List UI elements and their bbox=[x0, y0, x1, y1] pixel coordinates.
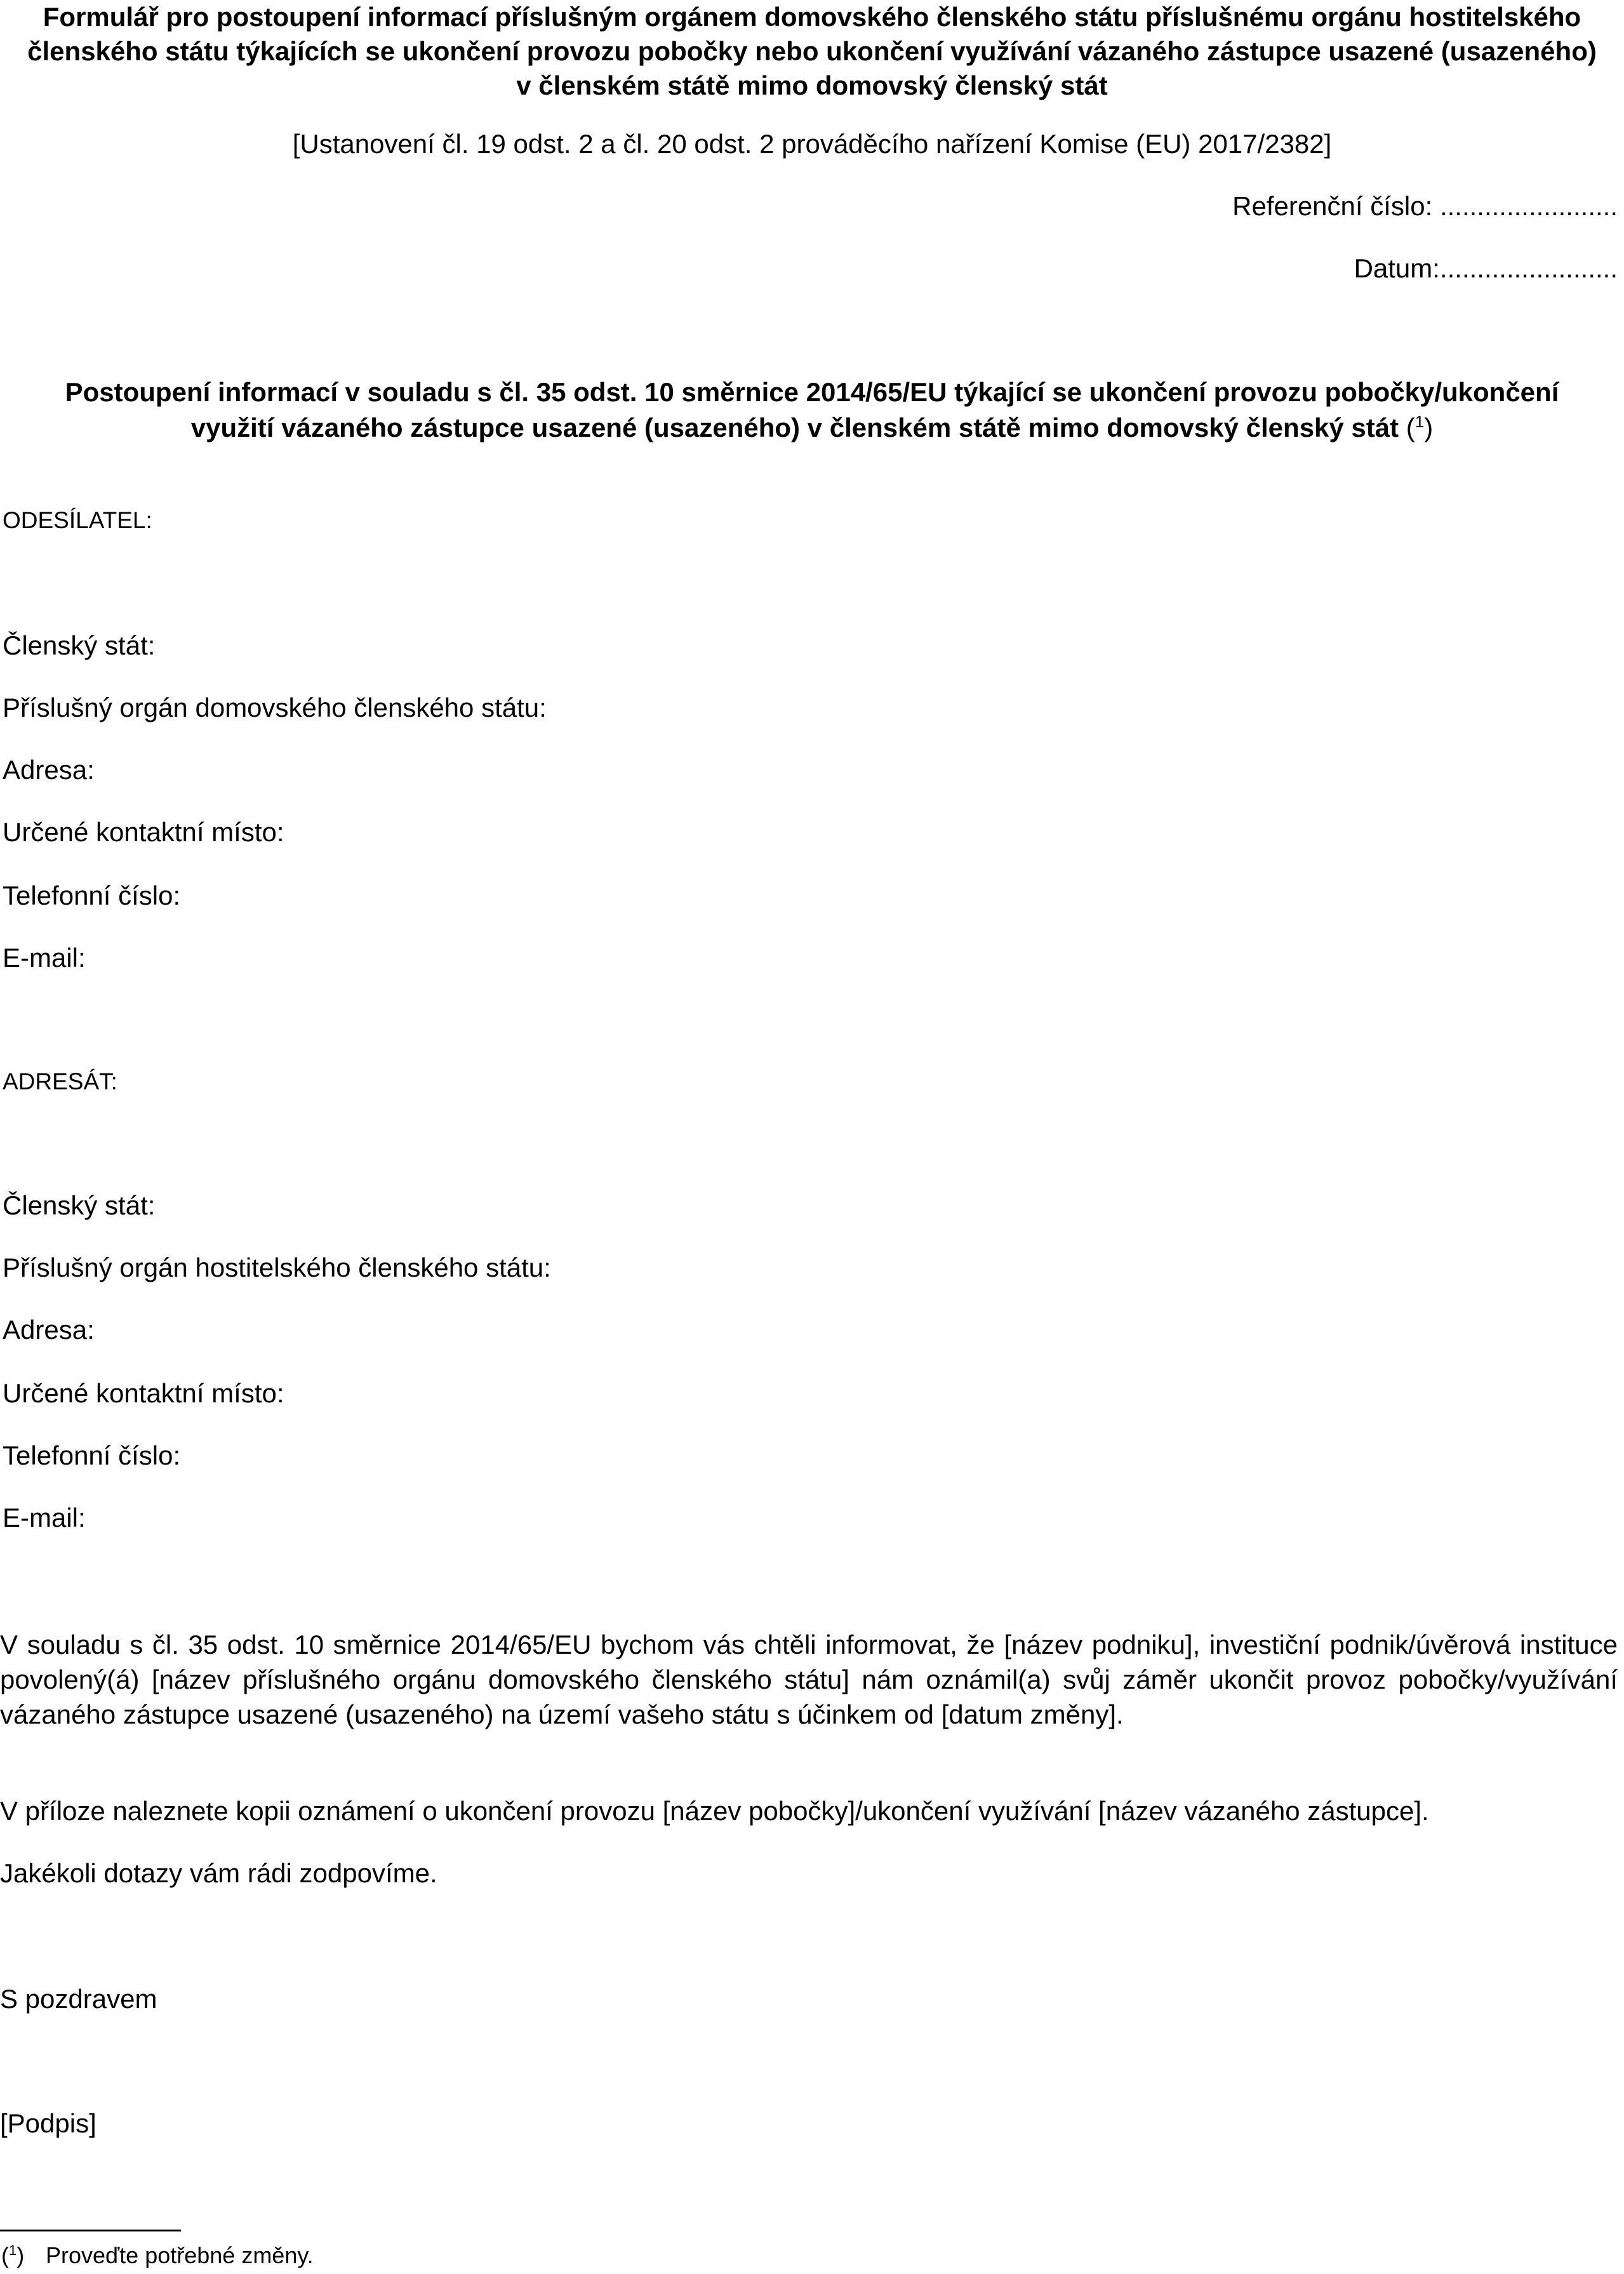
recipient-email: E-mail: bbox=[3, 1503, 86, 1533]
signature-placeholder: [Podpis] bbox=[0, 2108, 97, 2138]
legal-basis: [Ustanovení čl. 19 odst. 2 a čl. 20 odst. 2 prováděcího nařízení Komise (EU) 2017/2382] bbox=[292, 129, 1332, 159]
sender-phone: Telefonní číslo: bbox=[3, 881, 181, 910]
recipient-authority: Příslušný orgán hostitelského členského státu: bbox=[3, 1253, 551, 1282]
footnote-marker: ($^1$) bbox=[1, 2242, 25, 2268]
footnote-separator bbox=[0, 2230, 181, 2231]
section-heading-text: Postoupení informací v souladu s čl. 35 odst. 10 směrnice 2014/65/EU týkající se ukončení provozu pobočky/ukončení využití vázaného zástupce usazené (usazeného) v členském státě mimo domovský členský stát bbox=[65, 377, 1559, 442]
questions-paragraph: Jakékoli dotazy vám rádi zodpovíme. bbox=[0, 1858, 437, 1888]
footnote-text: Proveďte potřebné změny. bbox=[46, 2242, 314, 2268]
footnote bbox=[1, 2241, 314, 2270]
recipient-member-state: Členský stát: bbox=[3, 1190, 156, 1220]
recipient-label: ADRESÁT: bbox=[3, 1068, 117, 1094]
footnote-reference[interactable]: ($^1$) bbox=[1399, 412, 1434, 442]
notification-paragraph: V souladu s čl. 35 odst. 10 směrnice 2014/65/EU bychom vás chtěli informovat, že [název podniku], investiční podnik/úvěrová instituce povolený(á) [název příslušného orgánu domovského členského státu] nám oznámil(a) svůj záměr ukončit provoz pobočky/využívání vázaného zástupce usazené (usazeného) na území vašeho státu s účinkem od [datum změny]. bbox=[0, 1630, 1618, 1729]
sender-label: ODESÍLATEL: bbox=[3, 507, 152, 533]
recipient-address: Adresa: bbox=[3, 1315, 95, 1345]
date-field: Datum:........................ bbox=[1354, 253, 1618, 283]
sender-contact-point: Určené kontaktní místo: bbox=[3, 817, 284, 847]
closing-salutation: S pozdravem bbox=[0, 1984, 157, 2014]
sender-email: E-mail: bbox=[3, 943, 86, 973]
reference-number: Referenční číslo: ........................ bbox=[1232, 191, 1618, 221]
attachment-paragraph: V příloze naleznete kopii oznámení o ukončení provozu [název pobočky]/ukončení využívání [název vázaného zástupce]. bbox=[0, 1796, 1429, 1826]
recipient-contact-point: Určené kontaktní místo: bbox=[3, 1378, 284, 1408]
sender-authority: Příslušný orgán domovského členského státu: bbox=[3, 693, 547, 722]
form-title: Formulář pro postoupení informací příslušným orgánem domovského členského státu příslušnému orgánu hostitelského členského státu týkajících se ukončení provozu pobočky nebo ukončení využívání vázaného zástupce usazené (usazeného) v členském státě mimo domovský členský stát bbox=[27, 2, 1597, 100]
sender-member-state: Členský stát: bbox=[3, 630, 156, 660]
sender-address: Adresa: bbox=[3, 755, 95, 785]
section-heading bbox=[63, 375, 1561, 446]
footnote-reference-number: 1 bbox=[1414, 412, 1425, 431]
recipient-phone: Telefonní číslo: bbox=[3, 1440, 181, 1470]
